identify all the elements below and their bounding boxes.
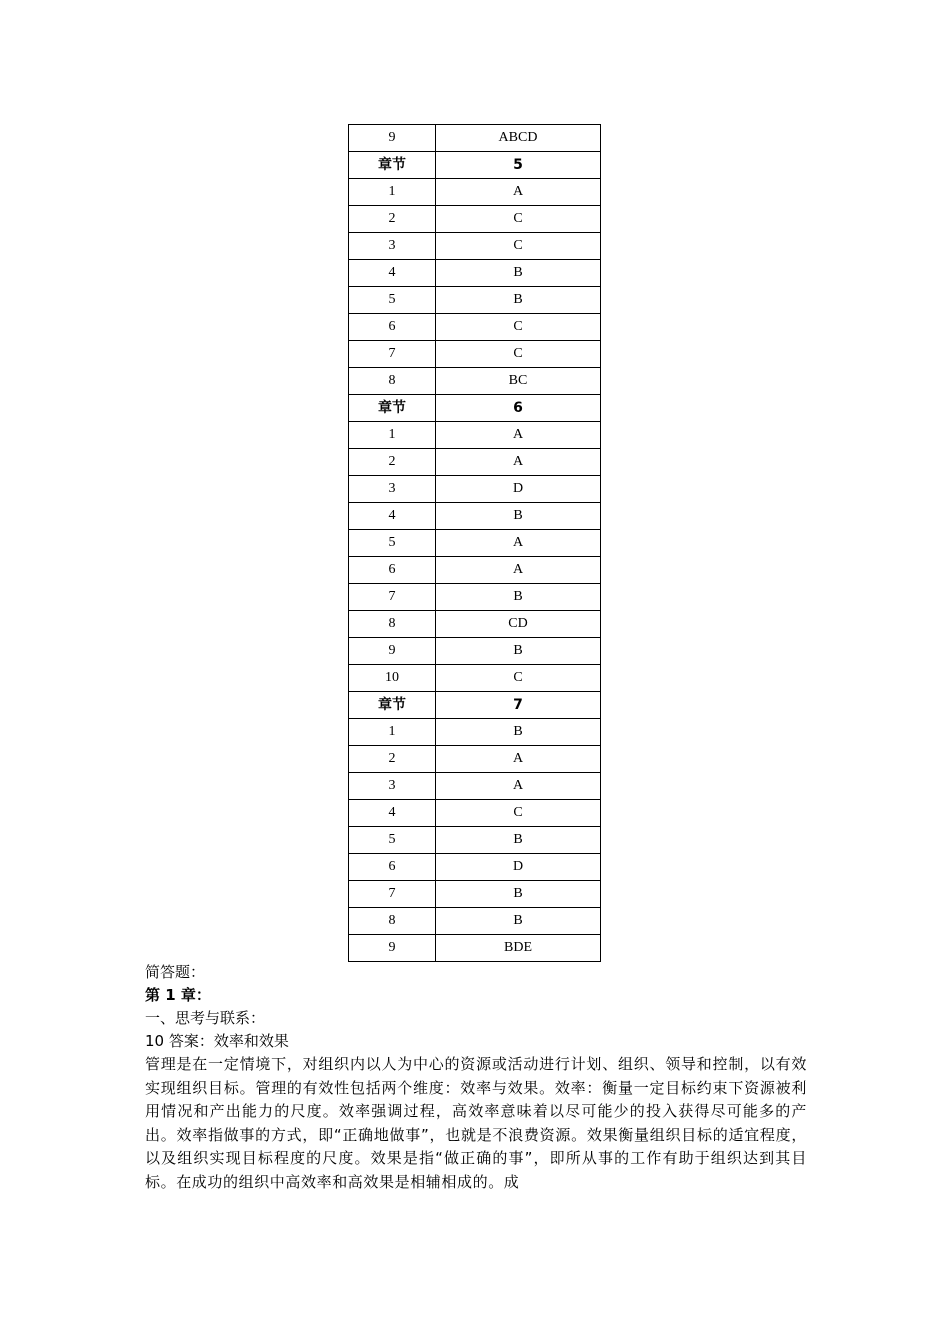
table-row xyxy=(349,908,601,935)
question-number-cell: 2 xyxy=(349,449,436,476)
question-number-cell: 5 xyxy=(349,827,436,854)
question-number-cell: 10 xyxy=(349,665,436,692)
table-row xyxy=(349,125,601,152)
answer-cell: B xyxy=(436,638,601,665)
question-number-cell: 6 xyxy=(349,854,436,881)
question-number-cell: 4 xyxy=(349,503,436,530)
question-number-cell: 2 xyxy=(349,746,436,773)
question-number-cell: 5 xyxy=(349,530,436,557)
table-row xyxy=(349,179,601,206)
table-row xyxy=(349,557,601,584)
question-number-cell: 6 xyxy=(349,314,436,341)
table-row xyxy=(349,422,601,449)
chapter-number-cell: 5 xyxy=(436,152,601,179)
short-answer-heading: 简答题： xyxy=(145,963,206,981)
question-number-cell: 4 xyxy=(349,800,436,827)
table-row xyxy=(349,233,601,260)
answer-cell: B xyxy=(436,503,601,530)
text-block xyxy=(145,961,807,1194)
answer-cell: C xyxy=(436,800,601,827)
answer-cell: C xyxy=(436,665,601,692)
chapter-label-cell: 章节 xyxy=(349,692,436,719)
answer-cell: A xyxy=(436,557,601,584)
answer-cell: A xyxy=(436,179,601,206)
answer-cell: D xyxy=(436,854,601,881)
table-row xyxy=(349,746,601,773)
answer-paragraph: 管理是在一定情境下，对组织内以人为中心的资源或活动进行计划、组织、领导和控制，以有效实现组织目标。管理的有效性包括两个维度：效率与效果。效率：衡量一定目标约束下资源被利用情况和产出能力的尺度。效率强调过程，高效率意味着以尽可能少的投入获得尽可能多的产出。效率指做事的方式，即“正确地做事”，也就是不浪费资源。效果衡量组织目标的适宜程度，以及组织实现目标程度的尺度。效果是指“做正确的事”，即所从事的工作有助于组织达到其目标。在成功的组织中高效率和高效果是相辅相成的。成 xyxy=(145,1055,807,1191)
answer-cell: ABCD xyxy=(436,125,601,152)
answer-cell: B xyxy=(436,827,601,854)
answer-cell: BDE xyxy=(436,935,601,962)
answer-cell: A xyxy=(436,530,601,557)
table-row xyxy=(349,287,601,314)
chapter-number-cell: 6 xyxy=(436,395,601,422)
question-number-cell: 7 xyxy=(349,881,436,908)
question-number-cell: 1 xyxy=(349,179,436,206)
table-row xyxy=(349,638,601,665)
answer-cell: B xyxy=(436,260,601,287)
answer-cell: CD xyxy=(436,611,601,638)
answer-cell: A xyxy=(436,746,601,773)
answer-cell: D xyxy=(436,476,601,503)
table-row xyxy=(349,800,601,827)
question-number-cell: 3 xyxy=(349,476,436,503)
table-row xyxy=(349,773,601,800)
section-heading: 一、思考与联系： xyxy=(145,1009,266,1027)
answer-table-body xyxy=(349,125,601,962)
table-row xyxy=(349,935,601,962)
question-number-cell: 4 xyxy=(349,260,436,287)
answer-cell: B xyxy=(436,908,601,935)
question-number-cell: 9 xyxy=(349,935,436,962)
answer-cell: A xyxy=(436,449,601,476)
answer-cell: B xyxy=(436,719,601,746)
table-row xyxy=(349,854,601,881)
table-row xyxy=(349,449,601,476)
question-number-cell: 7 xyxy=(349,341,436,368)
table-row xyxy=(349,530,601,557)
chapter-row xyxy=(349,152,601,179)
question-number-cell: 8 xyxy=(349,611,436,638)
chapter-label-cell: 章节 xyxy=(349,395,436,422)
answer-line: 10 答案：效率和效果 xyxy=(145,1032,289,1050)
question-number-cell: 9 xyxy=(349,125,436,152)
answer-table xyxy=(348,124,601,962)
table-row xyxy=(349,503,601,530)
table-row xyxy=(349,611,601,638)
question-number-cell: 7 xyxy=(349,584,436,611)
table-row xyxy=(349,341,601,368)
table-row xyxy=(349,665,601,692)
question-number-cell: 5 xyxy=(349,287,436,314)
answer-cell: C xyxy=(436,233,601,260)
question-number-cell: 8 xyxy=(349,368,436,395)
question-number-cell: 2 xyxy=(349,206,436,233)
chapter-number-cell: 7 xyxy=(436,692,601,719)
answer-cell: A xyxy=(436,773,601,800)
table-row xyxy=(349,584,601,611)
question-number-cell: 3 xyxy=(349,233,436,260)
table-row xyxy=(349,314,601,341)
answer-cell: B xyxy=(436,881,601,908)
answer-cell: B xyxy=(436,584,601,611)
chapter-label-cell: 章节 xyxy=(349,152,436,179)
answer-cell: C xyxy=(436,314,601,341)
chapter-row xyxy=(349,395,601,422)
question-number-cell: 8 xyxy=(349,908,436,935)
chapter-row xyxy=(349,692,601,719)
table-row xyxy=(349,719,601,746)
answer-cell: A xyxy=(436,422,601,449)
answer-cell: C xyxy=(436,341,601,368)
answer-cell: B xyxy=(436,287,601,314)
table-row xyxy=(349,476,601,503)
question-number-cell: 9 xyxy=(349,638,436,665)
question-number-cell: 1 xyxy=(349,422,436,449)
chapter-heading: 第 1 章： xyxy=(145,986,211,1004)
question-number-cell: 1 xyxy=(349,719,436,746)
table-row xyxy=(349,827,601,854)
table-row xyxy=(349,206,601,233)
question-number-cell: 6 xyxy=(349,557,436,584)
answer-cell: BC xyxy=(436,368,601,395)
table-row xyxy=(349,881,601,908)
question-number-cell: 3 xyxy=(349,773,436,800)
table-row xyxy=(349,368,601,395)
answer-cell: C xyxy=(436,206,601,233)
table-row xyxy=(349,260,601,287)
